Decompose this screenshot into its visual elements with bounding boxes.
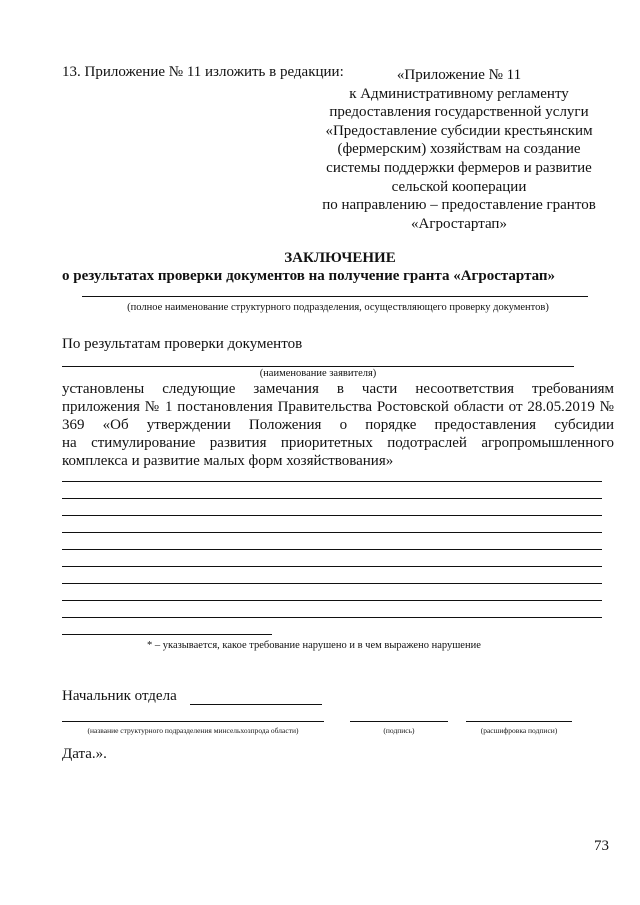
- org-sign-line: [62, 721, 324, 722]
- remarks-line: [62, 617, 602, 618]
- remarks-line: [62, 515, 602, 516]
- appendix-header-line: сельской кооперации: [391, 178, 527, 195]
- remarks-line: [62, 549, 602, 550]
- appendix-header-line: к Административному регламенту: [349, 85, 569, 102]
- head-of-dept-label: Начальник отдела: [62, 688, 177, 704]
- appendix-header-line: по направлению – предоставление грантов: [322, 197, 596, 214]
- dept-caption: (полное наименование структурного подразделения, осуществляющего проверку документов): [127, 302, 549, 313]
- intro-text: 13. Приложение № 11 изложить в редакции:: [62, 64, 344, 80]
- appendix-header-line: предоставления государственной услуги: [329, 104, 589, 121]
- remarks-line: [62, 532, 602, 533]
- decoding-caption: (расшифровка подписи): [480, 726, 558, 735]
- footnote-separator: [62, 634, 272, 635]
- appendix-header-line: (фермерским) хозяйствам на создание: [337, 141, 581, 158]
- body-line: комплекса и развитие малых форм хозяйствования»: [62, 453, 394, 469]
- body-line: 369 «Об утверждении Положения о порядке предоставления субсидии: [62, 417, 614, 433]
- page-number: 73: [594, 838, 609, 854]
- remarks-line: [62, 481, 602, 482]
- dept-name-line: [82, 296, 588, 297]
- remarks-line: [62, 583, 602, 584]
- appendix-header: [300, 66, 618, 233]
- document-title: ЗАКЛЮЧЕНИЕ: [284, 250, 396, 266]
- signature-caption: (подпись): [383, 726, 415, 735]
- footnote-text: * – указывается, какое требование нарушено и в чем выражено нарушение: [147, 640, 481, 651]
- body-line: установлены следующие замечания в части несоответствия требованиям: [62, 381, 614, 397]
- date-label: Дата.».: [62, 746, 107, 762]
- remarks-line: [62, 566, 602, 567]
- document-subtitle: о результатах проверки документов на получение гранта «Агростартап»: [62, 268, 556, 284]
- by-results-text: По результатам проверки документов: [62, 336, 303, 352]
- decoding-line: [466, 721, 572, 722]
- remarks-line: [62, 600, 602, 601]
- appendix-header-line: «Агростартап»: [411, 215, 507, 232]
- appendix-header-line: «Предоставление субсидии крестьянским: [325, 122, 593, 139]
- body-line: приложения № 1 постановления Правительства Ростовской области от 28.05.2019 №: [62, 399, 614, 415]
- signature-line: [350, 721, 448, 722]
- org-caption: (название структурного подразделения минсельхозпрода области): [87, 726, 299, 735]
- remarks-line: [62, 498, 602, 499]
- appendix-header-line: «Приложение № 11: [396, 67, 522, 83]
- head-name-line: [190, 704, 322, 705]
- applicant-name-line: [62, 366, 574, 367]
- appendix-header-line: системы поддержки фермеров и развитие: [326, 159, 592, 176]
- applicant-caption: (наименование заявителя): [259, 368, 377, 379]
- body-line: на стимулирование развития приоритетных подотраслей агропромышленного: [62, 435, 614, 451]
